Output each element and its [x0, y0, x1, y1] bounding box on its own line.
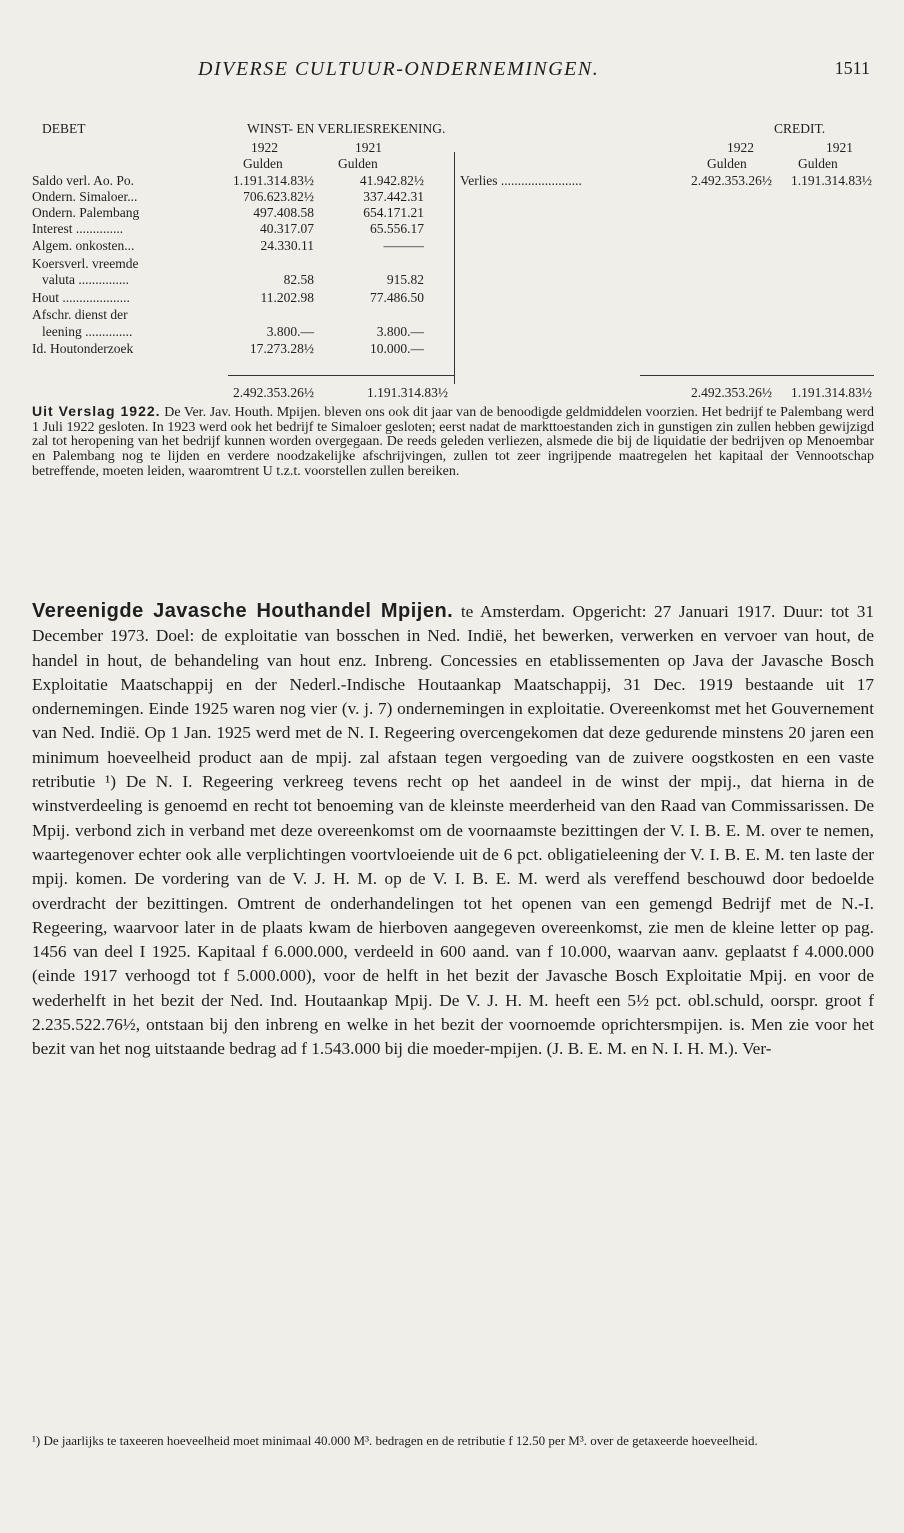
report-lead: Uit Verslag 1922. — [32, 403, 161, 419]
annual-report-excerpt — [32, 404, 874, 480]
debit-row-label: Ondern. Palembang — [32, 205, 140, 220]
footnote: ¹) De jaarlijks te taxeeren hoeveelheid moet minimaal 40.000 M³. bedragen en de retributie f 12.50 per M³. over de getaxeerde hoeveelheid. — [32, 1433, 758, 1448]
company-entry — [32, 599, 874, 1062]
debit-row-label: Saldo verl. Ao. Po. — [32, 173, 135, 188]
unit-credit-1921: Gulden — [798, 156, 838, 171]
debit-row-label: Ondern. Simaloer... — [32, 189, 138, 204]
debit-total-1921: 1.191.314.83½ — [367, 385, 448, 400]
debit-row-label: Koersverl. vreemde — [32, 256, 139, 271]
debit-row-1922: 24.330.11 — [260, 238, 314, 253]
company-entry-text: te Amsterdam. Opgericht: 27 Januari 1917. Duur: tot 31 December 1973. Doel: de exploitatie van bosschen in Ned. Indië, het bewerken, verwerken en vervoer van hout, de handel in hout, de behandeling van hout enz. Inbreng. Concessies en etablissementen op Java der Javasche Bosch Exploitatie Maatschappij en der Nederl.-Indische Houtaankap Maatschappij, 31 Dec. 1919 bestaande uit 17 ondernemingen. Einde 1925 waren nog vier (v. j. 7) ondernemingen in exploitatie. Overeenkomst met het Gouvernement van Ned. Indië. Op 1 Jan. 1925 werd met de N. I. Regeering overcengekomen dat deze gedurende minstens 20 jaren een minimum hoeveelheid product aan de mpij. zal afstaan tegen vergoeding van de zuivere oogstkosten en een vaste retributie ¹) De N. I. Regeering verkreeg tevens recht op het aandeel in de winst der mpij., dat hierna in de winstverdeeling is genoemd en recht tot benoeming van de kleinste meerderheid van den Raad van Commissarissen. De Mpij. verbond zich in verband met deze overeenkomst om de voornaamste bezittingen der V. I. B. E. M. over te nemen, waartegenover echter ook alle verplichtingen voortvloeiende uit de 6 pct. obligatieleening der V. I. B. E. M. ten laste der mpij. komen. De vordering van de V. J. H. M. op de V. I. B. E. M. werd als vereffend beschouwd door bedoelde overdracht der bezittingen. Omtrent de onderhandelingen tot het openen van een gemengd Bedrijf met de N.-I. Regeering, waarvoor later in de plaats kwam de hierboven aangegeven overeenkomst, zie men de kleine letter op pag. 1456 van deel I 1925. Kapitaal f 6.000.000, verdeeld in 600 aand. van f 10.000, waarvan aanv. geplaatst f 4.000.000 (einde 1917 verhoogd tot f 5.000.000), voor de helft in het bezit der Javasche Bosch Exploitatie Mpij. en voor de wederhelft in het bezit der Ned. Ind. Houtaankap Mpij. De V. J. H. M. heeft een 5½ pct. obl.schuld, oorspr. groot f 2.235.522.76½, ontstaan bij den inbreng en welke in het bezit der voornoemde oprichtersmpijen. is. Men zie voor het bezit van het nog uitstaande bedrag ad f 1.543.000 bij die moeder-mpijen. (J. B. E. M. en N. I. H. M.). Ver- — [32, 602, 875, 1059]
debit-row-1921: 915.82 — [386, 272, 424, 287]
debit-row-label: Id. Houtonderzoek — [32, 341, 134, 356]
year-1922-debit: 1922 — [251, 140, 278, 155]
credit-heading: CREDIT. — [774, 121, 826, 136]
year-1921-credit: 1921 — [826, 140, 853, 155]
debit-row-1921: 3.800.— — [376, 324, 424, 339]
debit-row-1921: ——— — [383, 238, 424, 253]
debit-row-label: Afschr. dienst der — [32, 307, 128, 322]
debit-row-1922: 40.317.07 — [260, 221, 314, 236]
credit-total-rule — [640, 375, 874, 376]
debit-row-1921: 654.171.21 — [363, 205, 424, 220]
unit-debit-1922: Gulden — [243, 156, 283, 171]
debit-row-1921: 77.486.50 — [370, 290, 424, 305]
debit-row-1922: 497.408.58 — [253, 205, 314, 220]
running-title: DIVERSE CULTUUR-ONDERNEMINGEN. — [198, 58, 600, 80]
column-divider — [454, 152, 455, 384]
debit-row-1922: 82.58 — [283, 272, 314, 287]
debit-row-1922: 1.191.314.83½ — [233, 173, 314, 188]
debit-heading: DEBET — [42, 121, 86, 136]
company-name: Vereenigde Javasche Houthandel Mpijen. — [32, 600, 454, 622]
year-1921-debit: 1921 — [355, 140, 382, 155]
debit-row-label: leening .............. — [42, 324, 133, 339]
credit-row-1921: 1.191.314.83½ — [791, 173, 872, 188]
debit-row-label: Algem. onkosten... — [32, 238, 135, 253]
page-header — [0, 58, 904, 88]
debit-row-label: Interest .............. — [32, 221, 124, 236]
debit-row-1921: 41.942.82½ — [359, 173, 424, 188]
unit-debit-1921: Gulden — [338, 156, 378, 171]
debit-row-1922: 17.273.28½ — [249, 341, 314, 356]
debit-row-1921: 337.442.31 — [363, 189, 424, 204]
debit-row-1922: 11.202.98 — [260, 290, 314, 305]
debit-row-label: Hout .................... — [32, 290, 130, 305]
unit-credit-1922: Gulden — [707, 156, 747, 171]
debit-row-1922: 3.800.— — [266, 324, 314, 339]
credit-total-1921: 1.191.314.83½ — [791, 385, 872, 400]
account-title: WINST- EN VERLIESREKENING. — [247, 121, 446, 136]
debit-total-1922: 2.492.353.26½ — [233, 385, 314, 400]
debit-row-label: valuta ............... — [42, 272, 129, 287]
report-text: De Ver. Jav. Houth. Mpijen. bleven ons ook dit jaar van de benoodigde geldmiddelen voorzien. Het bedrijf te Palembang werd 1 Juli 1922 gesloten. In 1923 werd ook het bedrijf te Simaloer gesloten; eerst nadat de markttoestanden zich in gunstigen zin zullen hebben gewijzigd zal tot heropening van het bedrijf kunnen worden overgegaan. De reeds geleden verliezen, alsmede die bij de liquidatie der bedrijven op Menoembar en Palembang nog te lijden en verdere noodzakelijke afschrijvingen, zullen tot zeer ingrijpende maatregelen het kapitaal der Vennootschap betreffende, moeten leiden, waaromtrent U t.z.t. voorstellen zullen bereiken. — [32, 405, 874, 479]
debit-total-rule — [228, 375, 454, 376]
debit-row-1921: 65.556.17 — [370, 221, 424, 236]
debit-row-1921: 10.000.— — [370, 341, 424, 356]
credit-total-1922: 2.492.353.26½ — [691, 385, 772, 400]
credit-row-label: Verlies ........................ — [460, 173, 582, 188]
page-number: 1511 — [834, 58, 870, 78]
debit-row-1922: 706.623.82½ — [243, 189, 314, 204]
credit-row-1922: 2.492.353.26½ — [691, 173, 772, 188]
year-1922-credit: 1922 — [727, 140, 754, 155]
